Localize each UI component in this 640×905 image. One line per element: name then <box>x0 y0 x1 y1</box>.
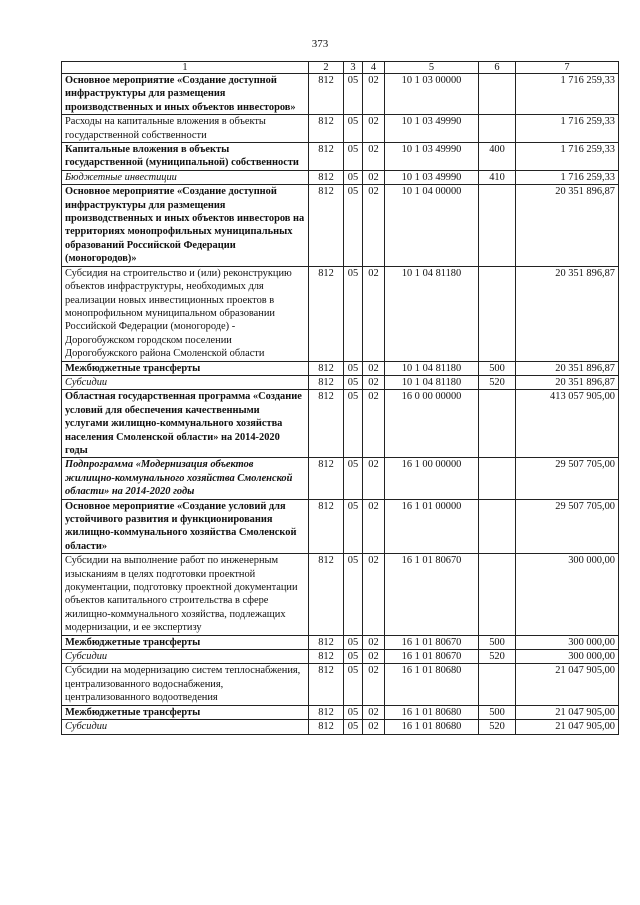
table-row <box>62 664 619 705</box>
expense-type-cell <box>479 554 516 635</box>
target-article-cell: 16 1 01 80680 <box>385 664 479 705</box>
section-code-cell: 05 <box>344 266 363 361</box>
ministry-code-cell: 812 <box>309 554 344 635</box>
expense-type-cell: 500 <box>479 635 516 649</box>
table-row <box>62 115 619 143</box>
expense-type-cell: 500 <box>479 705 516 719</box>
subsection-code-cell: 02 <box>363 115 385 143</box>
ministry-code-cell: 812 <box>309 170 344 184</box>
row-name-cell: Субсидии <box>62 650 309 664</box>
table-row <box>62 554 619 635</box>
section-code-cell: 05 <box>344 170 363 184</box>
subsection-code-cell: 02 <box>363 390 385 458</box>
row-name-cell: Областная государственная программа «Создание условий для обеспечения качественными услугами жилищно-коммунального хозяйства населения Смоленской области» на 2014-2020 годы <box>62 390 309 458</box>
expense-type-cell <box>479 266 516 361</box>
expense-type-cell <box>479 115 516 143</box>
subsection-code-cell: 02 <box>363 554 385 635</box>
section-code-cell: 05 <box>344 664 363 705</box>
section-code-cell: 05 <box>344 74 363 115</box>
row-name-cell: Расходы на капитальные вложения в объекты государственной собственности <box>62 115 309 143</box>
target-article-cell: 16 1 00 00000 <box>385 458 479 499</box>
amount-cell: 20 351 896,87 <box>516 266 619 361</box>
section-code-cell: 05 <box>344 705 363 719</box>
ministry-code-cell: 812 <box>309 720 344 734</box>
target-article-cell: 10 1 04 81180 <box>385 266 479 361</box>
target-article-cell: 10 1 03 49990 <box>385 143 479 171</box>
expense-type-cell <box>479 499 516 554</box>
expense-type-cell: 520 <box>479 720 516 734</box>
table-row <box>62 74 619 115</box>
amount-cell: 300 000,00 <box>516 554 619 635</box>
subsection-code-cell: 02 <box>363 458 385 499</box>
row-name-cell: Основное мероприятие «Создание доступной инфраструктуры для размещения производственных и иных объектов инвесторов» <box>62 74 309 115</box>
expense-type-cell <box>479 74 516 115</box>
section-code-cell: 05 <box>344 554 363 635</box>
subsection-code-cell: 02 <box>363 266 385 361</box>
row-name-cell: Подпрограмма «Модернизация объектов жилищно-коммунального хозяйства Смоленской области» на 2014-2020 годы <box>62 458 309 499</box>
row-name-cell: Межбюджетные трансферты <box>62 361 309 375</box>
subsection-code-cell: 02 <box>363 185 385 266</box>
target-article-cell: 10 1 03 49990 <box>385 170 479 184</box>
table-row <box>62 375 619 389</box>
target-article-cell: 10 1 03 49990 <box>385 115 479 143</box>
budget-table <box>61 61 619 735</box>
row-name-cell: Межбюджетные трансферты <box>62 705 309 719</box>
table-header-row <box>62 62 619 74</box>
ministry-code-cell: 812 <box>309 705 344 719</box>
section-code-cell: 05 <box>344 390 363 458</box>
expense-type-cell: 400 <box>479 143 516 171</box>
table-row <box>62 635 619 649</box>
section-code-cell: 05 <box>344 720 363 734</box>
table-row <box>62 143 619 171</box>
subsection-code-cell: 02 <box>363 170 385 184</box>
ministry-code-cell: 812 <box>309 115 344 143</box>
expense-type-cell: 520 <box>479 375 516 389</box>
subsection-code-cell: 02 <box>363 74 385 115</box>
section-code-cell: 05 <box>344 143 363 171</box>
row-name-cell: Основное мероприятие «Создание условий для устойчивого развития и функционирования жилищно-коммунального хозяйства Смоленской области» <box>62 499 309 554</box>
table-row <box>62 170 619 184</box>
ministry-code-cell: 812 <box>309 361 344 375</box>
table-row <box>62 650 619 664</box>
amount-cell: 21 047 905,00 <box>516 720 619 734</box>
target-article-cell: 10 1 03 00000 <box>385 74 479 115</box>
ministry-code-cell: 812 <box>309 266 344 361</box>
ministry-code-cell: 812 <box>309 143 344 171</box>
expense-type-cell: 520 <box>479 650 516 664</box>
column-header: 1 <box>62 62 309 74</box>
row-name-cell: Субсидии на модернизацию систем теплоснабжения, централизованного водоснабжения, централизованного водоотведения <box>62 664 309 705</box>
subsection-code-cell: 02 <box>363 720 385 734</box>
section-code-cell: 05 <box>344 499 363 554</box>
expense-type-cell <box>479 185 516 266</box>
section-code-cell: 05 <box>344 375 363 389</box>
target-article-cell: 16 1 01 80680 <box>385 705 479 719</box>
amount-cell: 300 000,00 <box>516 635 619 649</box>
ministry-code-cell: 812 <box>309 185 344 266</box>
row-name-cell: Субсидии на выполнение работ по инженерным изысканиям в целях подготовки проектной документации, подготовку проектной документации объектов капитального строительства в сфере жилищно-коммунального хозяйства, подлежащих модернизации, и ее экспертизу <box>62 554 309 635</box>
target-article-cell: 16 1 01 80670 <box>385 650 479 664</box>
subsection-code-cell: 02 <box>363 375 385 389</box>
ministry-code-cell: 812 <box>309 635 344 649</box>
ministry-code-cell: 812 <box>309 664 344 705</box>
page-number: 373 <box>311 38 329 50</box>
subsection-code-cell: 02 <box>363 635 385 649</box>
amount-cell: 20 351 896,87 <box>516 375 619 389</box>
target-article-cell: 16 1 01 80670 <box>385 635 479 649</box>
subsection-code-cell: 02 <box>363 664 385 705</box>
target-article-cell: 10 1 04 00000 <box>385 185 479 266</box>
table-row <box>62 705 619 719</box>
table-row <box>62 361 619 375</box>
expense-type-cell <box>479 458 516 499</box>
table-row <box>62 266 619 361</box>
amount-cell: 1 716 259,33 <box>516 170 619 184</box>
subsection-code-cell: 02 <box>363 499 385 554</box>
row-name-cell: Субсидии <box>62 720 309 734</box>
target-article-cell: 16 1 01 00000 <box>385 499 479 554</box>
row-name-cell: Капитальные вложения в объекты государственной (муниципальной) собственности <box>62 143 309 171</box>
ministry-code-cell: 812 <box>309 74 344 115</box>
amount-cell: 1 716 259,33 <box>516 115 619 143</box>
target-article-cell: 16 0 00 00000 <box>385 390 479 458</box>
ministry-code-cell: 812 <box>309 375 344 389</box>
target-article-cell: 10 1 04 81180 <box>385 361 479 375</box>
column-header: 6 <box>479 62 516 74</box>
expense-type-cell <box>479 664 516 705</box>
row-name-cell: Субсидии <box>62 375 309 389</box>
target-article-cell: 16 1 01 80670 <box>385 554 479 635</box>
expense-type-cell: 410 <box>479 170 516 184</box>
ministry-code-cell: 812 <box>309 499 344 554</box>
subsection-code-cell: 02 <box>363 143 385 171</box>
target-article-cell: 16 1 01 80680 <box>385 720 479 734</box>
table-row <box>62 499 619 554</box>
section-code-cell: 05 <box>344 458 363 499</box>
subsection-code-cell: 02 <box>363 650 385 664</box>
table-row <box>62 185 619 266</box>
amount-cell: 20 351 896,87 <box>516 361 619 375</box>
column-header: 7 <box>516 62 619 74</box>
amount-cell: 1 716 259,33 <box>516 74 619 115</box>
row-name-cell: Межбюджетные трансферты <box>62 635 309 649</box>
amount-cell: 413 057 905,00 <box>516 390 619 458</box>
target-article-cell: 10 1 04 81180 <box>385 375 479 389</box>
row-name-cell: Субсидия на строительство и (или) реконструкцию объектов инфраструктуры, необходимых для реализации новых инвестиционных проектов в монопрофильном муниципальном образовании Российской Федерации (моногороде) - Дорогобужском городском поселении Дорогобужского района Смоленской области <box>62 266 309 361</box>
amount-cell: 20 351 896,87 <box>516 185 619 266</box>
amount-cell: 21 047 905,00 <box>516 664 619 705</box>
amount-cell: 29 507 705,00 <box>516 499 619 554</box>
amount-cell: 1 716 259,33 <box>516 143 619 171</box>
section-code-cell: 05 <box>344 650 363 664</box>
section-code-cell: 05 <box>344 361 363 375</box>
subsection-code-cell: 02 <box>363 361 385 375</box>
expense-type-cell: 500 <box>479 361 516 375</box>
ministry-code-cell: 812 <box>309 650 344 664</box>
amount-cell: 29 507 705,00 <box>516 458 619 499</box>
subsection-code-cell: 02 <box>363 705 385 719</box>
expense-type-cell <box>479 390 516 458</box>
table-row <box>62 720 619 734</box>
row-name-cell: Основное мероприятие «Создание доступной инфраструктуры для размещения производственных и иных объектов инвесторов на территориях монопрофильных муниципальных образований Российской Федерации (моногородов)» <box>62 185 309 266</box>
table-row <box>62 458 619 499</box>
column-header: 3 <box>344 62 363 74</box>
ministry-code-cell: 812 <box>309 458 344 499</box>
ministry-code-cell: 812 <box>309 390 344 458</box>
column-header: 5 <box>385 62 479 74</box>
amount-cell: 21 047 905,00 <box>516 705 619 719</box>
row-name-cell: Бюджетные инвестиции <box>62 170 309 184</box>
column-header: 2 <box>309 62 344 74</box>
column-header: 4 <box>363 62 385 74</box>
section-code-cell: 05 <box>344 185 363 266</box>
section-code-cell: 05 <box>344 635 363 649</box>
table-row <box>62 390 619 458</box>
amount-cell: 300 000,00 <box>516 650 619 664</box>
section-code-cell: 05 <box>344 115 363 143</box>
